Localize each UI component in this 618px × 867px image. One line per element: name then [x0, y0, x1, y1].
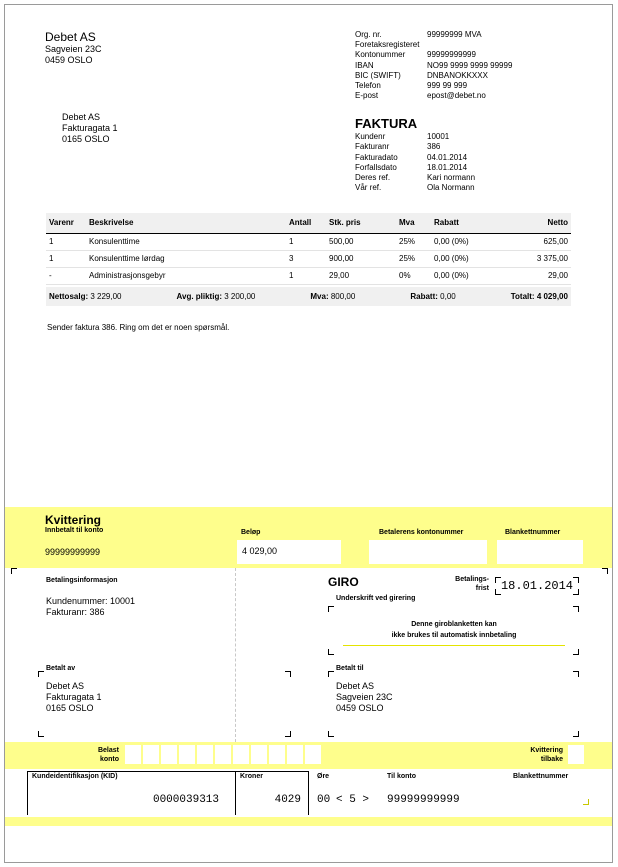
kroner-divider — [235, 771, 236, 815]
info-label: Telefon — [355, 80, 381, 90]
kvittering-tilbake-label — [521, 746, 563, 764]
betalerens-box[interactable] — [369, 540, 487, 564]
table-header-row — [46, 213, 571, 233]
kroner-value: 4029 — [274, 794, 301, 806]
belast-label-line1: Belast — [97, 747, 119, 754]
cell-mva: 25% — [396, 233, 431, 250]
kundenummer-text: Kundenummer: 10001 — [46, 596, 136, 606]
col-netto: Netto — [506, 213, 571, 233]
ore-divider — [308, 771, 309, 815]
betalt-av-name: Debet AS — [46, 681, 85, 691]
col-beskrivelse: Beskrivelse — [86, 213, 286, 233]
col-antall: Antall — [286, 213, 326, 233]
belast-konto-cell[interactable] — [161, 745, 177, 764]
rabatt-value: 0,00 — [440, 292, 456, 301]
sender-postal: 0459 OSLO — [45, 55, 93, 65]
frist-label-line2: frist — [475, 585, 489, 592]
col-pris: Stk. pris — [326, 213, 396, 233]
fakturanr-text: Fakturanr: 386 — [46, 607, 105, 617]
invoice-field-label: Deres ref. — [355, 173, 391, 183]
info-label: E-post — [355, 91, 379, 101]
total-mva — [310, 292, 355, 301]
cell-pris: 900,00 — [326, 250, 396, 267]
invoice-lines-table — [46, 213, 571, 285]
total-nettosalg — [49, 292, 122, 301]
kv-tilbake-line2: tilbake — [540, 756, 563, 763]
cell-antall: 1 — [286, 233, 326, 250]
invoice-note: Sender faktura 386. Ring om det er noen spørsmål. — [47, 323, 230, 332]
kvittering-title: Kvittering — [45, 513, 102, 527]
check-digit: < 5 > — [336, 794, 370, 806]
corner-mark — [602, 568, 608, 574]
invoice-field-value: Kari normann — [427, 173, 476, 183]
belast-konto-cell[interactable] — [305, 745, 321, 764]
betalt-til-postal: 0459 OSLO — [336, 703, 384, 713]
invoice-field-label: Forfallsdato — [355, 162, 397, 172]
col-rabatt: Rabatt — [431, 213, 506, 233]
betalt-til-label: Betalt til — [336, 665, 364, 672]
belop-label: Beløp — [241, 529, 261, 536]
invoice-field-value: 18.01.2014 — [427, 162, 468, 172]
cell-varenr: 1 — [46, 250, 86, 267]
cell-pris: 500,00 — [326, 233, 396, 250]
belast-label — [81, 746, 119, 764]
kid-value: 0000039313 — [152, 794, 219, 806]
table-row — [46, 267, 571, 284]
betalt-av-label: Betalt av — [46, 665, 76, 672]
total-avg — [177, 292, 256, 301]
total-rabatt — [410, 292, 455, 301]
underskrift-label: Underskrift ved girering — [336, 595, 416, 602]
info-label: BIC (SWIFT) — [355, 70, 401, 80]
belop-box — [237, 540, 341, 564]
warning-line1: Denne giroblanketten kan — [411, 621, 497, 628]
frist-value: 18.01.2014 — [500, 579, 573, 593]
betalt-av-street: Fakturagata 1 — [46, 692, 102, 702]
invoice-page — [4, 4, 613, 863]
cell-beskrivelse: Konsulenttime lørdag — [86, 250, 286, 267]
kroner-label: Kroner — [240, 773, 263, 780]
invoice-field-value: 386 — [427, 142, 441, 152]
betalt-av-address — [46, 681, 102, 714]
bottom-band — [5, 817, 613, 826]
invoice-field-label: Kundenr — [355, 132, 386, 141]
col-mva: Mva — [396, 213, 431, 233]
nettosalg-value: 3 229,00 — [90, 292, 122, 301]
cell-rabatt: 0,00 (0%) — [431, 267, 506, 284]
belast-konto-cell[interactable] — [287, 745, 303, 764]
table-row — [46, 233, 571, 250]
invoice-field-label: Fakturanr — [355, 142, 390, 152]
cell-rabatt: 0,00 (0%) — [431, 250, 506, 267]
corner-mark — [583, 799, 589, 805]
cell-rabatt: 0,00 (0%) — [431, 233, 506, 250]
mva-value: 800,00 — [330, 292, 356, 301]
company-info — [355, 30, 512, 101]
info-label: IBAN — [355, 60, 374, 70]
recipient-street: Fakturagata 1 — [62, 123, 118, 133]
rabatt-label: Rabatt: — [410, 292, 438, 301]
total-value: 4 029,00 — [536, 292, 568, 301]
invoice-field-label: Vår ref. — [355, 183, 382, 193]
blankett-box[interactable] — [497, 540, 583, 564]
recipient-postal: 0165 OSLO — [62, 134, 110, 144]
avg-label: Avg. pliktig: — [176, 292, 222, 301]
belast-konto-cell[interactable] — [233, 745, 249, 764]
invoice-fields — [355, 132, 475, 194]
invoice-field-value: 04.01.2014 — [427, 152, 468, 162]
cell-netto: 3 375,00 — [506, 250, 571, 267]
belast-konto-cell[interactable] — [179, 745, 195, 764]
invoice-field-value: 10001 — [427, 132, 450, 141]
info-value: 99999999 MVA — [427, 30, 482, 39]
info-value: NO99 9999 9999 99999 — [427, 60, 513, 70]
table-row — [46, 250, 571, 267]
invoice-title: FAKTURA — [355, 116, 418, 131]
giro-title: GIRO — [328, 575, 359, 589]
konto-value: 99999999999 — [45, 547, 101, 557]
blankett-label-bottom: Blankettnummer — [513, 773, 569, 780]
betalt-til-address — [336, 681, 393, 714]
cell-netto: 29,00 — [506, 267, 571, 284]
total-sum — [511, 292, 568, 301]
cell-varenr: 1 — [46, 233, 86, 250]
dashed-divider — [235, 568, 236, 742]
betalt-av-postal: 0165 OSLO — [46, 703, 94, 713]
tilkonto-value: 99999999999 — [387, 794, 460, 806]
warning-line2: ikke brukes til automatisk innbetaling — [391, 632, 517, 639]
info-value: epost@debet.no — [427, 91, 486, 101]
giro-warning — [343, 619, 565, 641]
info-label: Foretaksregisteret — [355, 40, 420, 50]
cell-beskrivelse: Administrasjonsgebyr — [86, 267, 286, 284]
corner-mark — [11, 568, 17, 574]
kid-label: Kundeidentifikasjon (KID) — [32, 773, 118, 780]
sender-address — [45, 31, 102, 66]
kid-top-border — [27, 771, 235, 772]
cell-varenr: - — [46, 267, 86, 284]
info-value: DNBANOKKXXX — [427, 70, 488, 80]
belast-konto-cell[interactable] — [269, 745, 285, 764]
tilkonto-label: Til konto — [387, 773, 417, 780]
total-label: Totalt: — [510, 292, 535, 301]
totals-bar — [46, 287, 571, 306]
ore-value: 00 — [317, 794, 331, 806]
betalt-til-street: Sagveien 23C — [336, 692, 393, 702]
info-label: Org. nr. — [355, 30, 382, 39]
konto-label: Innbetalt til konto — [45, 527, 104, 534]
betalerens-label: Betalerens kontonummer — [379, 529, 464, 536]
belast-konto-cell[interactable] — [215, 745, 231, 764]
kid-left-border — [27, 771, 28, 815]
avg-value: 3 200,00 — [224, 292, 256, 301]
recipient-address — [62, 112, 118, 145]
info-value: 99999999999 — [427, 50, 476, 60]
betalt-til-name: Debet AS — [336, 681, 375, 691]
cell-mva: 25% — [396, 250, 431, 267]
belast-konto-cell[interactable] — [143, 745, 159, 764]
belop-value: 4 029,00 — [242, 546, 278, 556]
recipient-name: Debet AS — [62, 112, 101, 122]
frist-field — [495, 577, 579, 595]
frist-label — [449, 575, 489, 593]
betalingsinfo-label: Betalingsinformasjon — [46, 577, 118, 584]
kv-tilbake-line1: Kvittering — [530, 747, 563, 754]
signature-line — [343, 645, 565, 646]
kvittering-tilbake-box[interactable] — [568, 745, 584, 764]
ore-label: Øre — [317, 773, 330, 780]
nettosalg-label: Nettosalg: — [49, 292, 89, 301]
col-varenr: Varenr — [46, 213, 86, 233]
cell-antall: 3 — [286, 250, 326, 267]
belast-konto-cell[interactable] — [125, 745, 141, 764]
info-value: 999 99 999 — [427, 80, 468, 90]
invoice-field-value: Ola Normann — [427, 183, 475, 193]
mva-label: Mva: — [310, 292, 329, 301]
sender-name: Debet AS — [45, 30, 96, 44]
cell-netto: 625,00 — [506, 233, 571, 250]
cell-beskrivelse: Konsulenttime — [86, 233, 286, 250]
cell-antall: 1 — [286, 267, 326, 284]
belast-konto-cell[interactable] — [197, 745, 213, 764]
info-label: Kontonummer — [355, 50, 406, 60]
belast-konto-cell[interactable] — [251, 745, 267, 764]
cell-mva: 0% — [396, 267, 431, 284]
sender-street: Sagveien 23C — [45, 44, 102, 54]
cell-pris: 29,00 — [326, 267, 396, 284]
blankett-label: Blankettnummer — [505, 529, 561, 536]
frist-label-line1: Betalings- — [455, 576, 489, 583]
belast-label-line2: konto — [99, 756, 119, 763]
invoice-field-label: Fakturadato — [355, 152, 398, 162]
